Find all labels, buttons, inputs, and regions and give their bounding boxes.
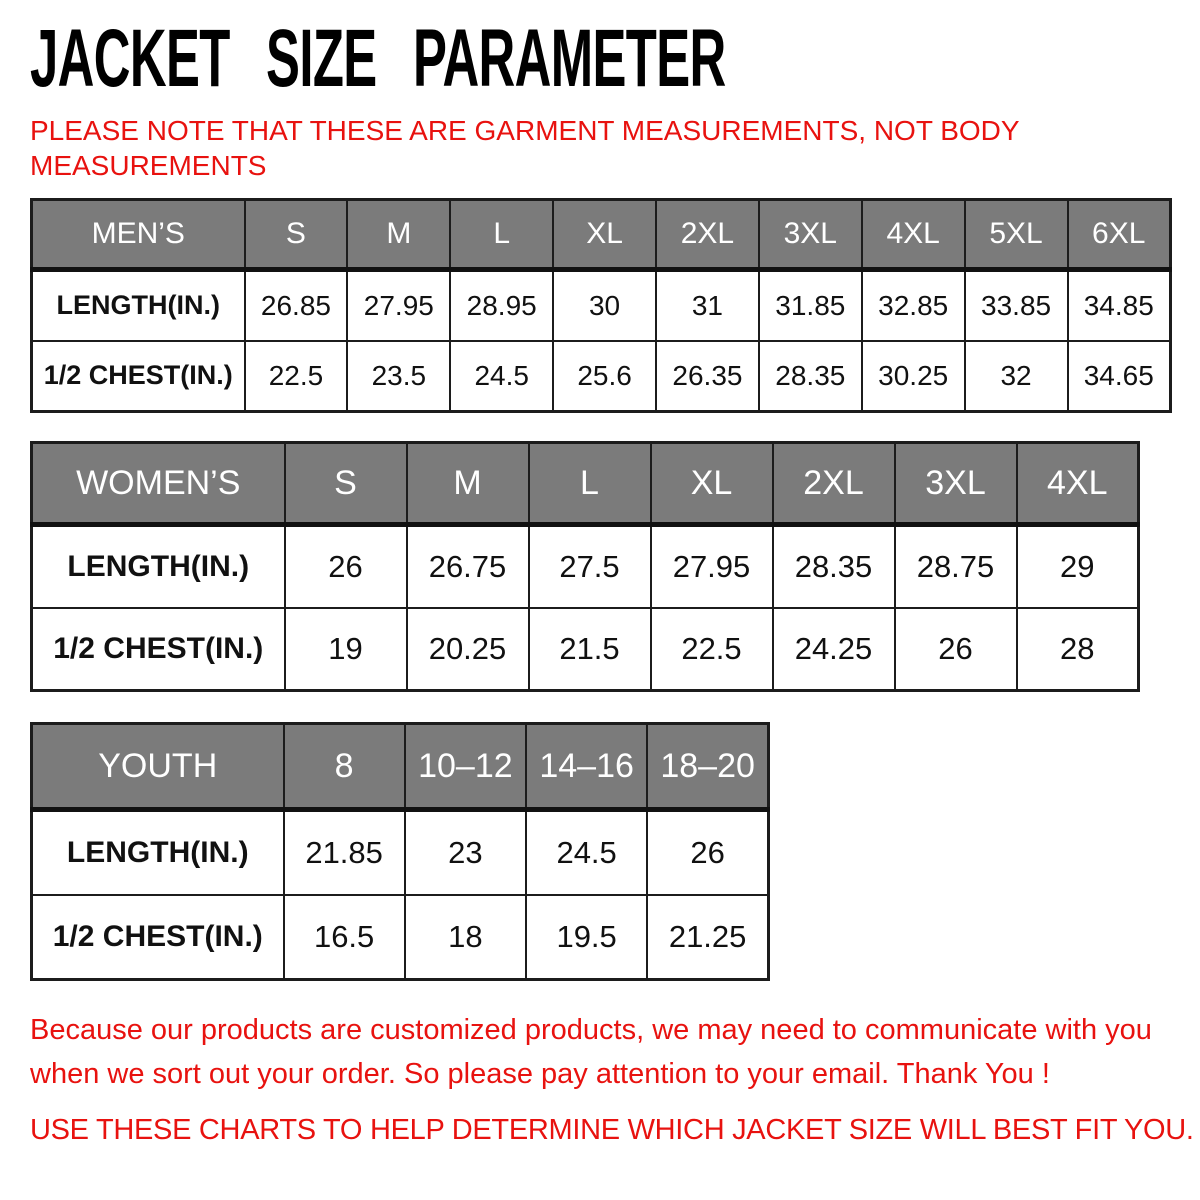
mens-size-column-header: 3XL — [759, 200, 862, 270]
youth-size-column-header: 10–12 — [405, 724, 526, 810]
womens-measurement-value: 26 — [285, 525, 407, 608]
womens-measurement-value: 22.5 — [651, 608, 773, 691]
mens-measurement-value: 23.5 — [347, 341, 450, 412]
mens-size-column-header: S — [245, 200, 348, 270]
mens-header-row — [32, 200, 1171, 270]
mens-measurement-value: 26.35 — [656, 341, 759, 412]
youth-row-label: 1/2 CHEST(IN.) — [32, 895, 284, 980]
youth-measurement-value: 19.5 — [526, 895, 647, 980]
youth-measurement-value: 18 — [405, 895, 526, 980]
page-title: JACKET SIZE PARAMETER — [30, 13, 726, 104]
womens-measurement-row — [32, 608, 1139, 691]
mens-measurement-value: 28.95 — [450, 270, 553, 341]
youth-measurement-value: 21.85 — [284, 810, 405, 895]
womens-measurement-value: 26.75 — [407, 525, 529, 608]
youth-measurement-row — [32, 895, 769, 980]
mens-measurement-value: 32.85 — [862, 270, 965, 341]
mens-measurement-value: 25.6 — [553, 341, 656, 412]
mens-measurement-value: 30 — [553, 270, 656, 341]
youth-measurement-value: 23 — [405, 810, 526, 895]
youth-measurement-value: 26 — [647, 810, 768, 895]
mens-size-column-header: 5XL — [965, 200, 1068, 270]
garment-measurement-note — [30, 113, 1200, 183]
mens-measurement-row — [32, 341, 1171, 412]
womens-measurement-value: 20.25 — [407, 608, 529, 691]
womens-measurement-value: 21.5 — [529, 608, 651, 691]
mens-row-label: LENGTH(IN.) — [32, 270, 245, 341]
womens-measurement-row — [32, 525, 1139, 608]
mens-measurement-value: 33.85 — [965, 270, 1068, 341]
fit-advice-note: USE THESE CHARTS TO HELP DETERMINE WHICH JACKET SIZE WILL BEST FIT YOU. — [30, 1114, 1194, 1146]
womens-measurement-value: 28.35 — [773, 525, 895, 608]
garment-measurement-note-line2: MEASUREMENTS — [30, 150, 267, 181]
garment-measurement-note-line1: PLEASE NOTE THAT THESE ARE GARMENT MEASUREMENTS, NOT BODY — [30, 115, 1020, 146]
youth-measurement-value: 21.25 — [647, 895, 768, 980]
mens-measurement-row — [32, 270, 1171, 341]
womens-measurement-value: 29 — [1017, 525, 1139, 608]
womens-row-label: LENGTH(IN.) — [32, 525, 285, 608]
mens-measurement-value: 26.85 — [245, 270, 348, 341]
mens-measurement-value: 32 — [965, 341, 1068, 412]
womens-measurement-value: 27.95 — [651, 525, 773, 608]
mens-measurement-value: 27.95 — [347, 270, 450, 341]
youth-size-column-header: 8 — [284, 724, 405, 810]
youth-header-row — [32, 724, 769, 810]
womens-size-column-header: S — [285, 443, 407, 525]
womens-size-column-header: M — [407, 443, 529, 525]
mens-measurement-value: 31.85 — [759, 270, 862, 341]
mens-size-column-header: XL — [553, 200, 656, 270]
womens-size-column-header: L — [529, 443, 651, 525]
mens-measurement-value: 24.5 — [450, 341, 553, 412]
womens-measurement-value: 28 — [1017, 608, 1139, 691]
youth-measurement-value: 16.5 — [284, 895, 405, 980]
womens-measurement-value: 24.25 — [773, 608, 895, 691]
womens-measurement-value: 28.75 — [895, 525, 1017, 608]
youth-measurement-row — [32, 810, 769, 895]
youth-size-table — [30, 722, 770, 981]
womens-size-column-header: 2XL — [773, 443, 895, 525]
womens-row-label: 1/2 CHEST(IN.) — [32, 608, 285, 691]
youth-measurement-value: 24.5 — [526, 810, 647, 895]
mens-row-label: 1/2 CHEST(IN.) — [32, 341, 245, 412]
womens-size-table — [30, 441, 1140, 692]
customized-products-note-line1: Because our products are customized products, we may need to communicate with you — [30, 1014, 1152, 1046]
youth-table-title: YOUTH — [32, 724, 284, 810]
customized-products-note — [30, 1009, 1200, 1096]
womens-measurement-value: 19 — [285, 608, 407, 691]
mens-measurement-value: 28.35 — [759, 341, 862, 412]
mens-table-title: MEN’S — [32, 200, 245, 270]
womens-size-column-header: 3XL — [895, 443, 1017, 525]
mens-size-table — [30, 198, 1172, 413]
mens-measurement-value: 30.25 — [862, 341, 965, 412]
youth-row-label: LENGTH(IN.) — [32, 810, 284, 895]
mens-size-column-header: 2XL — [656, 200, 759, 270]
customized-products-note-line2: when we sort out your order. So please pay attention to your email. Thank You ! — [30, 1057, 1050, 1090]
mens-size-column-header: L — [450, 200, 553, 270]
womens-table-title: WOMEN’S — [32, 443, 285, 525]
youth-size-column-header: 18–20 — [647, 724, 768, 810]
mens-measurement-value: 22.5 — [245, 341, 348, 412]
youth-size-column-header: 14–16 — [526, 724, 647, 810]
womens-size-column-header: 4XL — [1017, 443, 1139, 525]
mens-measurement-value: 34.65 — [1068, 341, 1171, 412]
mens-measurement-value: 34.85 — [1068, 270, 1171, 341]
mens-size-column-header: 4XL — [862, 200, 965, 270]
womens-header-row — [32, 443, 1139, 525]
womens-size-column-header: XL — [651, 443, 773, 525]
womens-measurement-value: 26 — [895, 608, 1017, 691]
mens-measurement-value: 31 — [656, 270, 759, 341]
mens-size-column-header: 6XL — [1068, 200, 1171, 270]
mens-size-column-header: M — [347, 200, 450, 270]
womens-measurement-value: 27.5 — [529, 525, 651, 608]
